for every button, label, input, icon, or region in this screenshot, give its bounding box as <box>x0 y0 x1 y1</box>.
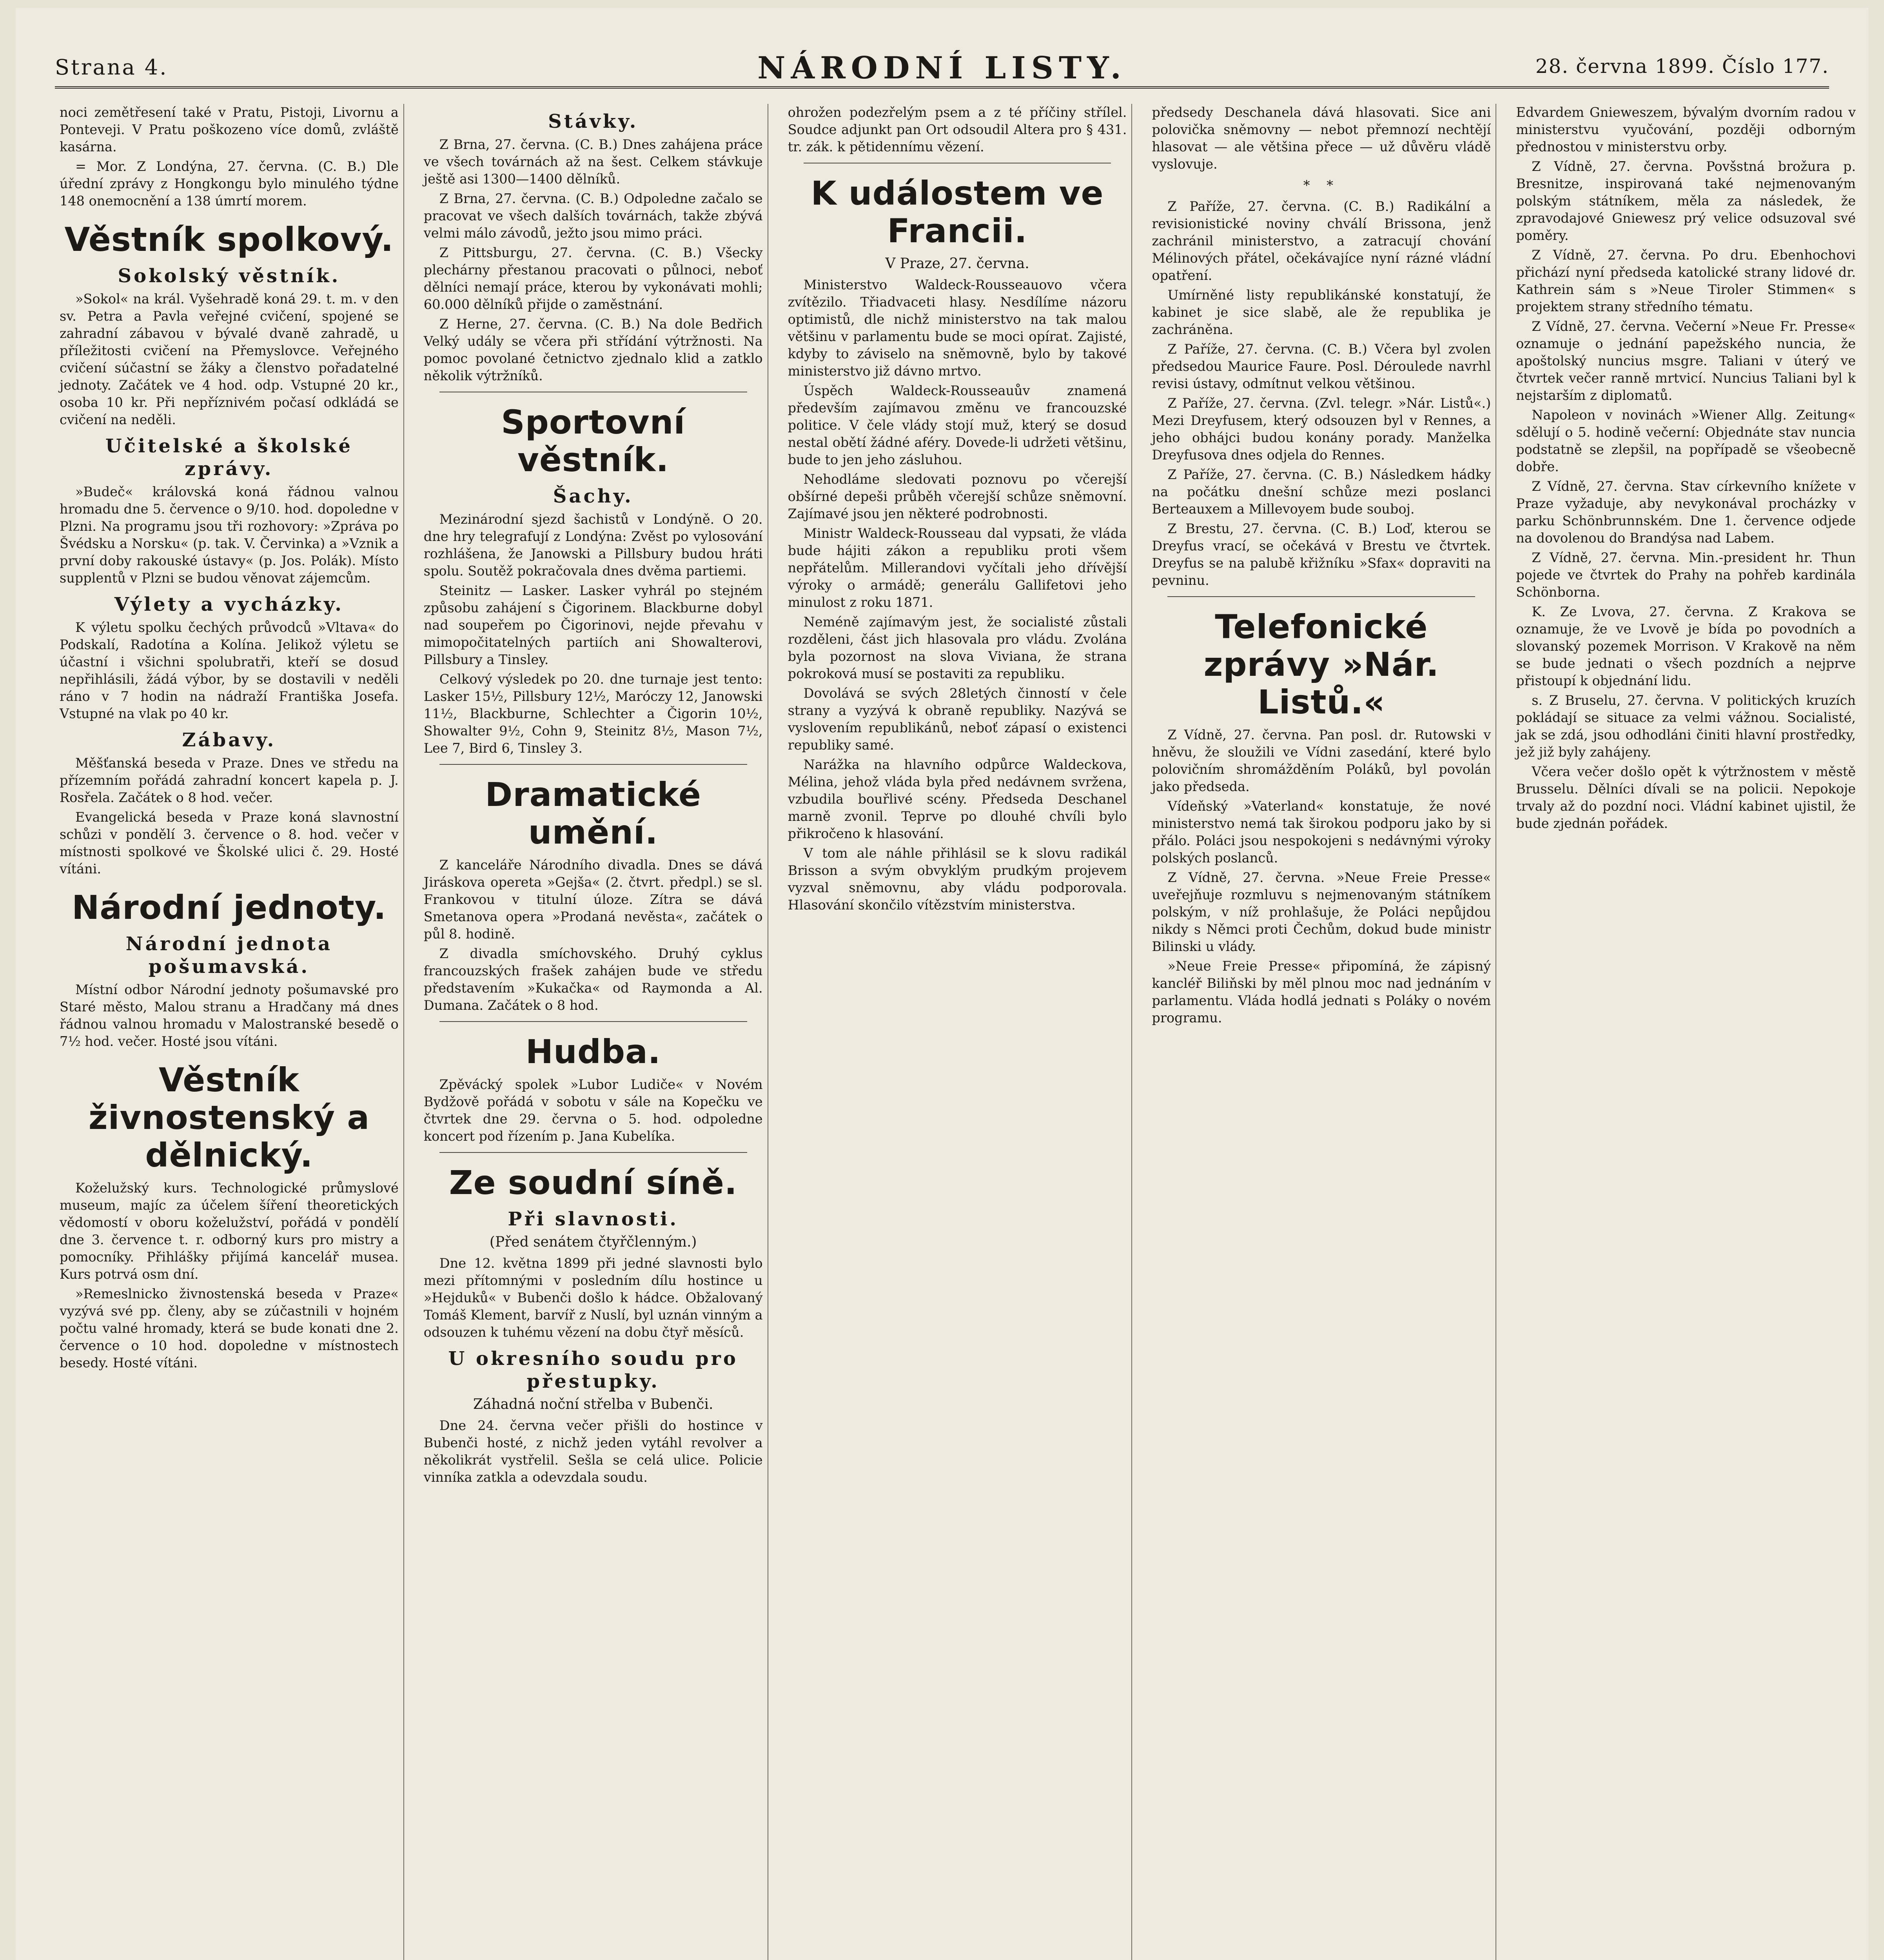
divider <box>439 764 747 765</box>
paragraph: Z Vídně, 27. června. Pan posl. dr. Rutowski v hněvu, že sloužili ve Vídni zasedání, které bylo polovičním shromážděním Poláků, byl povolán jako předseda. <box>1152 727 1491 794</box>
subsection-heading: Výlety a vycházky. <box>114 593 344 615</box>
subsection-heading: Učitelské a školské zprávy. <box>105 435 353 480</box>
column-3 <box>783 104 1133 1960</box>
subsection-heading: Národní jednota pošumavská. <box>125 933 333 978</box>
section-heading: Věstník spolkový. <box>64 220 394 259</box>
paragraph: Edvardem Gnieweszem, bývalým dvorním radou v ministerstvu vyučování, později odborným přednostou v ministerstvu orby. <box>1516 105 1856 154</box>
subsection-heading: Stávky. <box>548 111 639 132</box>
paragraph: Z Vídně, 27. června. Povšstná brožura p. Bresnitze, inspirovaná také nejmenovaným polským státníkem, měla za následek, že zpravodajové Gniewesz prý velice odsuzoval své poměry. <box>1516 159 1856 243</box>
paragraph: Z Vídně, 27. června. Min.-president hr. Thun pojede ve čtvrtek do Prahy na pohřeb kardinála Schönborna. <box>1516 550 1856 600</box>
paragraph: Z Vídně, 27. června. »Neue Freie Presse« uveřejňuje rozmluvu s nejmenovaným státníkem polským, v níž prohlašuje, že Poláci nepůjdou nikdy s Němci proti Čechům, dokud bude ministr Bilinski u vlády. <box>1152 870 1491 954</box>
paragraph: V tom ale náhle přihlásil se k slovu radikál Brisson a svým obvyklým prudkým projevem vyzval sněmovnu, aby vládu podporovala. Hlasování skončilo vítězstvím ministerstva. <box>788 846 1127 913</box>
section-heading: Telefonické zprávy »Nár. Listů.« <box>1203 608 1439 721</box>
subsection-heading: U okresního soudu pro přestupky. <box>448 1348 738 1392</box>
paragraph: Mezinárodní sjezd šachistů v Londýně. O 20. dne hry telegrafují z Londýna: Zvěst po vylosování rozhlášena, že Janowski a Pillsbury budou hráti spolu. Soutěž pokračovala dnes dvěma partiemi. <box>423 512 763 579</box>
paragraph: Ministr Waldeck-Rousseau dal vypsati, že vláda bude hájiti zákon a republiku proti všem nepřátelům. Millerandovi vyčítali jeho dřívější výroky o armádě; generálu Gallifetovi jeho minulost z roku 1871. <box>788 526 1127 610</box>
paragraph: Dovolává se svých 28letých činností v čele strany a vyzývá k obraně republiky. Nazývá se vyslovením republikánů, neboť zápasí o existenci republiky samé. <box>788 686 1127 753</box>
paragraph: Ministerstvo Waldeck-Rousseauovo včera zvítězilo. Třiadvaceti hlasy. Nesdílíme názoru optimistů, dle nichž ministerstvo na tak malou většinu v parlamentu bude se moci opírat. Zajisté, kdyby to záviselo na sněmovně, bylo by takové ministerstvo již dávno mrtvo. <box>788 277 1127 379</box>
paragraph: Nehodláme sledovati poznovu po včerejší obšírné depeši průběh včerejší schůze sněmovní. Zajímavé jsou jen některé podrobnosti. <box>788 472 1127 521</box>
divider <box>439 1021 747 1022</box>
paragraph: Z Brna, 27. června. (C. B.) Dnes zahájena práce ve všech továrnách až na šest. Celkem stávkuje ještě asi 1300—1400 dělníků. <box>423 137 763 187</box>
paragraph: »Sokol« na král. Vyšehradě koná 29. t. m. v den sv. Petra a Pavla veřejné cvičení, spojené se zahradní zábavou v bývalé dvaně zahradě, u příležitosti cvičení na Přemyslovce. Veřejného cvičení súčastní se žáky a členstvo pořadatelné jednoty. Začátek ve 4 hod. odp. Vstupné 20 kr., osoba 10 kr. Při nepříznivém počasí odkládá se cvičení na neděli. <box>60 291 399 427</box>
paragraph: Včera večer došlo opět k výtržnostem v městě Brusselu. Dělníci dívali se na policii. Nepokoje trvaly až do pozdní noci. Vládní kabinet ujistil, že bude zjednán pořádek. <box>1516 764 1856 831</box>
paragraph: Evangelická beseda v Praze koná slavnostní schůzi v pondělí 3. července o 8. hod. večer v místnosti spolkové ve Školské ulici č. 29. Hosté vítáni. <box>60 809 399 877</box>
paragraph: Z Paříže, 27. června. (C. B.) Včera byl zvolen předsedou Maurice Faure. Posl. Déroulede navrhl revisi ústavy, odmítnut velkou většinou. <box>1152 341 1491 391</box>
dateline: V Praze, 27. června. <box>885 256 1029 272</box>
paragraph: Měšťanská beseda v Praze. Dnes ve středu na přízemním pořádá zahradní koncert kapela p. J. Rosřela. Začátek o 8 hod. večer. <box>60 755 399 805</box>
paragraph: Z Vídně, 27. června. Stav církevního knížete v Praze vyžaduje, aby nevykonával procházky v parku Schönbrunnském. Dne 1. července odjede na dovolenou do Brandýsa nad Labem. <box>1516 479 1856 546</box>
section-heading: Ze soudní síně. <box>449 1163 737 1202</box>
section-heading: Sportovní věstník. <box>501 403 686 479</box>
subsection-heading: Při slavnosti. <box>508 1208 679 1230</box>
column-1 <box>55 104 404 1960</box>
section-heading: Národní jednoty. <box>72 888 387 927</box>
page-header <box>55 43 1829 89</box>
column-4 <box>1147 104 1496 1960</box>
paragraph: K výletu spolku čechých průvodců »Vltava« do Podskalí, Radotína a Kolína. Jelikož výletu se účastní i všichni spolubratři, kteří se dosud nepřihlásili, žádá výbor, by se dostavili v neděli ráno v 7 hodin na nádraží Františka Josefa. Vstupné na vlak po 40 kr. <box>60 620 399 721</box>
paragraph: Z Herne, 27. června. (C. B.) Na dole Bedřich Velký udály se včera při střídání výtržnosti. Na pomoc povolané četnictvo zjednalo klid a zatklo několik výtržníků. <box>423 316 763 383</box>
paragraph: Dne 24. června večer přišli do hostince v Bubenči hosté, z nichž jeden vytáhl revolver a několikrát vystřelil. Sešla se celá ulice. Policie vinníka zatkla a odevzdala soudu. <box>423 1418 763 1485</box>
page-number: Strana 4. <box>55 55 168 80</box>
subsection-heading: Šachy. <box>553 485 633 507</box>
paragraph: Dne 12. května 1899 při jedné slavnosti bylo mezi přítomnými v posledním dílu hostince u »Hejduků« v Bubenči došlo k hádce. Obžalovaný Tomáš Klement, barvíř z Nuslí, byl uznán vinným a odsouzen k tuhému vězení na dobu čtyř měsíců. <box>423 1256 763 1340</box>
section-heading: Dramatické umění. <box>485 775 701 851</box>
section-heading: Věstník živnostenský a dělnický. <box>88 1061 370 1174</box>
paragraph: Koželužský kurs. Technologické průmyslové museum, majíc za účelem šíření theoretických vědomostí v oboru koželužství, pořádá v pondělí dne 3. července t. r. odborný kurs pro mistry a pomocníky. Přihlášky přijímá kancelář musea. Kurs potrvá osm dní. <box>60 1180 399 1282</box>
issue-date: 28. června 1899. Číslo 177. <box>1535 55 1829 78</box>
paragraph: Z kanceláře Národního divadla. Dnes se dává Jiráskova opereta »Gejša« (2. čtvrt. předpl.) se sl. Frankovou v titulní úloze. Zítra se dává Smetanova opera »Prodaná nevěsta«, začátek o půl 8. hodině. <box>423 857 763 942</box>
separator-asterisks: * * <box>1303 178 1339 193</box>
paragraph: Místní odbor Národní jednoty pošumavské pro Staré město, Malou stranu a Hradčany má dnes řádnou valnou hromadu v Malostranské besedě o 7½ hod. večer. Hosté jsou vítáni. <box>60 982 399 1049</box>
column-2 <box>419 104 768 1960</box>
article-kicker: Záhadná noční střelba v Bubenči. <box>473 1396 713 1412</box>
paragraph: »Neue Freie Presse« připomíná, že zápisný kancléř Biliňski by měl plnou moc nad jednáním v parlamentu. Vláda hodlá jednati s Poláky o novém programu. <box>1152 958 1491 1025</box>
paragraph: Z Paříže, 27. června. (C. B.) Radikální a revisionistické noviny chválí Brissona, jenž zachránil ministerstvo, a zatracují chování Mélinových přátel, očekávajíce nyní rázné vládní opatření. <box>1152 199 1491 283</box>
paragraph: ohrožen podezřelým psem a z té příčiny střílel. Soudce adjunkt pan Ort odsoudil Altera pro § 431. tr. zák. k pětidennímu vězení. <box>788 105 1127 154</box>
paragraph: Zpěvácký spolek »Lubor Ludiče« v Novém Bydžově pořádá v sobotu v sále na Kopečku ve čtvrtek dne 29. června o 5. hod. odpoledne koncert pod řízením p. Jana Kubelíka. <box>423 1077 763 1144</box>
paragraph: Z divadla smíchovského. Druhý cyklus francouzských frašek zahájen bude ve středu představením »Kukačka« od Raymonda a Al. Dumana. Začátek o 8 hod. <box>423 946 763 1013</box>
paragraph: s. Z Bruselu, 27. června. V politických kruzích pokládají se situace za velmi vážnou. Socialisté, jak se zdá, jsou odhodláni činiti hlavní prostředky, jež již byly zahájeny. <box>1516 693 1856 760</box>
paragraph: Z Paříže, 27. června. (Zvl. telegr. »Nár. Listů«.) Mezi Dreyfusem, který odsouzen byl v Rennes, a jeho obhájci budou konány porady. Manželka Dreyfusova dnes odjela do Rennes. <box>1152 396 1491 463</box>
newspaper-page <box>16 8 1868 1960</box>
paragraph: Napoleon v novinách »Wiener Allg. Zeitung« sdělují o 5. hodině večerní: Objednáte stav nuncia podstatně se zlepšil, na popřípadě se všeobecně dobře. <box>1516 407 1856 474</box>
paragraph: Neméně zajímavým jest, že socialisté zůstali rozděleni, část jich hlasovala pro vládu. Zvolána byla pozornost na slova Viviana, že strana pokroková musí se postaviti za republiku. <box>788 614 1127 681</box>
divider <box>439 1152 747 1153</box>
paragraph: Umírněné listy republikánské konstatují, že kabinet je sice slabě, ale že republika je zachráněna. <box>1152 287 1491 337</box>
paragraph: Z Paříže, 27. června. (C. B.) Následkem hádky na počátku dnešní schůze mezi poslanci Berteauxem a Millevoyem bude souboj. <box>1152 467 1491 517</box>
paragraph: Steinitz — Lasker. Lasker vyhrál po stejném způsobu zahájení s Čigorinem. Blackburne dobyl nad soupeřem po Čigorinovi, nejde převahu v mimopočitatelných partiích ani Showalterovi, Pillsbury a Tinsley. <box>423 583 763 667</box>
paragraph: Úspěch Waldeck-Rousseauův znamená především zajímavou změnu ve francouzské politice. V čele vlády stojí muž, který se dosud nestal obětí žádné aféry. Dovede-li udržeti většinu, bude to jen jeho zásluhou. <box>788 383 1127 467</box>
article-columns <box>55 104 1860 1960</box>
subsection-heading: Zábavy. <box>182 729 276 751</box>
paragraph: Z Brestu, 27. června. (C. B.) Loď, kterou se Dreyfus vrací, se očekává v Brestu ve čtvrtek. Dreyfus se na palubě křižníku »Sfax« dopraviti na pevninu. <box>1152 521 1491 588</box>
subsection-heading: Sokolský věstník. <box>118 265 341 287</box>
paragraph: Celkový výsledek po 20. dne turnaje jest tento: Lasker 15½, Pillsbury 12½, Maróczy 12, Janowski 11½, Blackburne, Schlechter a Čigorin 10½, Showalter 9½, Cohn 9, Steinitz 8½, Mason 7½, Lee 7, Bird 6, Tinsley 3. <box>423 671 763 756</box>
court-note: (Před senátem čtyřčlenným.) <box>489 1234 697 1250</box>
paragraph: Z Vídně, 27. června. Po dru. Ebenhochovi přichází nyní předseda katolické strany lidové dr. Kathrein sám s »Neue Tiroler Stimmen« s projektem strany středního tématu. <box>1516 247 1856 314</box>
paragraph: = Mor. Z Londýna, 27. června. (C. B.) Dle úřední zprávy z Hongkongu bylo minulého týdne 148 onemocnění a 138 úmrtí morem. <box>60 159 399 209</box>
paragraph: K. Ze Lvova, 27. června. Z Krakova se oznamuje, že ve Lvově je bída po povodních a slovanský pozemek Morrison. V Krakově na něm se bude jednati o všech pozdních a nejprve přistoupí k objednání lidu. <box>1516 604 1856 688</box>
section-heading: Hudba. <box>525 1033 661 1071</box>
section-heading: K událostem ve Francii. <box>811 174 1104 250</box>
paragraph: předsedy Deschanela dává hlasovati. Sice ani polovička sněmovny — nebot přemnozí nechtějí hlasovat — ale většina přece — už důvěru vládě vyslovuje. <box>1152 105 1491 172</box>
paragraph: »Remeslnicko živnostenská beseda v Praze« vyzývá své pp. členy, aby se zúčastnili v hojném počtu valné hromady, která se bude konati dne 2. července o 10 hod. dopoledne v místnostech besedy. Hosté vítáni. <box>60 1286 399 1370</box>
paragraph: Vídeňský »Vaterland« konstatuje, že nové ministerstvo nemá tak širokou podporu jako by si přálo. Poláci jsou nespokojeni s nedávnými výroky polských poslanců. <box>1152 799 1491 866</box>
divider <box>1167 596 1475 597</box>
paragraph: Z Pittsburgu, 27. června. (C. B.) Všecky plechárny přestanou pracovati o půlnoci, neboť dělníci nemají práce, kterou by vykonávati mohli; 60.000 dělníků přijde o zaměstnání. <box>423 245 763 312</box>
column-5 <box>1511 104 1860 1960</box>
newspaper-title: NÁRODNÍ LISTY. <box>757 50 1127 86</box>
paragraph: Z Brna, 27. června. (C. B.) Odpoledne začalo se pracovat ve všech dalších továrnách, takže zbývá velmi málo závodů, ježto jsou mimo práci. <box>423 191 763 241</box>
paragraph: Z Vídně, 27. června. Večerní »Neue Fr. Presse« oznamuje o jednání papežského nuncia, že apoštolský nuncius msgre. Taliani v úterý ve čtvrtek večer ranně mrtvicí. Nuncius Taliani byl k nejstarším z diplomatů. <box>1516 319 1856 403</box>
paragraph: noci zemětřesení také v Pratu, Pistoji, Livornu a Ponteveji. V Pratu poškozeno více domů, zvláště kasárna. <box>60 105 399 154</box>
paragraph: Narážka na hlavního odpůrce Waldeckova, Mélina, jehož vláda byla před nedávnem svržena, vzbudila bouřlivé scény. Předseda Deschanel marně zvonil. Teprve po dlouhé chvíli bylo přikročeno k hlasování. <box>788 757 1127 841</box>
paragraph: »Budeč« královská koná řádnou valnou hromadu dne 5. července o 9/10. hod. dopoledne v Plzni. Na programu jsou tři rozhovory: »Zpráva po Švédsku a Norsku« (p. tak. V. Červinka) a »Vznik a první doby rakouské ústavy« (p. Jos. Polák). Místo supplentů v Plzni se budou věnovat zájemcům. <box>60 484 399 586</box>
